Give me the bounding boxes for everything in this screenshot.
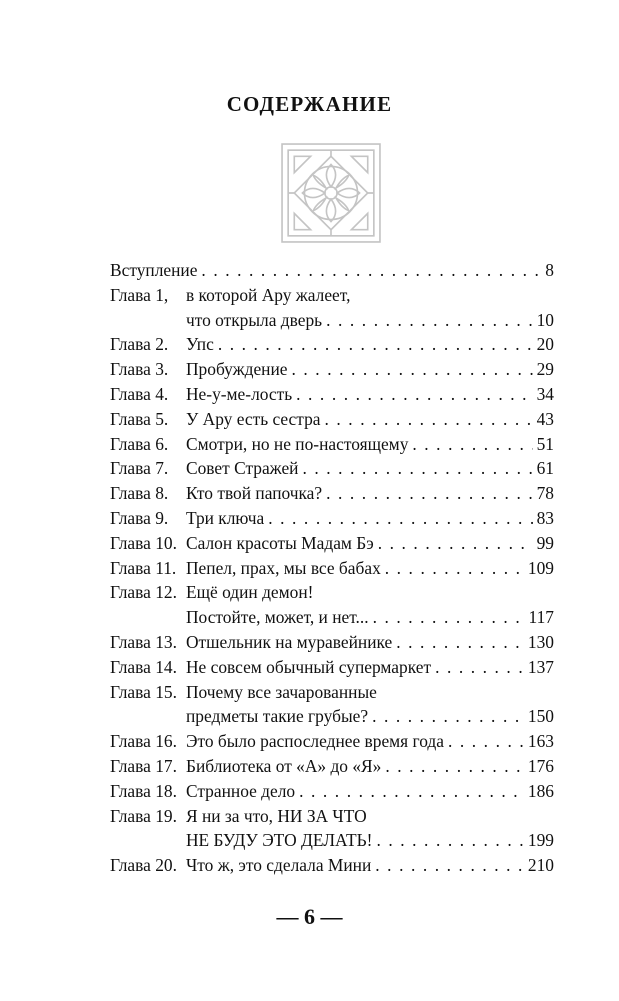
dot-leader	[372, 704, 524, 729]
toc-entry	[110, 680, 554, 730]
chapter-label: Глава 4.	[110, 383, 169, 404]
toc-entry	[110, 382, 554, 407]
chapter-label: Глава 3.	[110, 359, 169, 380]
chapter-label: Глава 8.	[110, 483, 169, 504]
toc-entry	[110, 407, 554, 432]
chapter-title: Упс	[186, 334, 214, 355]
chapter-label: Глава 1,	[110, 284, 169, 305]
page-ref: 51	[536, 433, 554, 454]
page-ref: 61	[536, 458, 554, 479]
dot-leader	[296, 382, 532, 407]
dot-leader	[218, 332, 533, 357]
toc-entry	[110, 456, 554, 481]
chapter-title: Странное дело	[186, 780, 296, 801]
page-ref: 186	[527, 780, 554, 801]
toc-entry	[110, 283, 554, 333]
toc-entry	[110, 357, 554, 382]
dot-leader	[299, 779, 524, 804]
chapter-label: Глава 14.	[110, 656, 177, 677]
dot-leader	[375, 853, 524, 878]
toc-entry	[110, 258, 554, 283]
dot-leader	[302, 456, 532, 481]
toc-entry	[110, 432, 554, 457]
page-ref: 150	[527, 706, 554, 727]
chapter-title: Пробуждение	[186, 359, 288, 380]
chapter-title: Не-у-ме-лость	[186, 383, 293, 404]
dot-leader	[412, 432, 532, 457]
page-ref: 176	[527, 755, 554, 776]
chapter-title: предметы такие грубые?	[186, 706, 369, 727]
page-ref: 78	[536, 483, 554, 504]
chapter-title: Отшельник на муравейнике	[186, 631, 393, 652]
toc-entry	[110, 729, 554, 754]
toc-entry	[110, 630, 554, 655]
toc-entry	[110, 580, 554, 630]
dot-leader	[385, 754, 524, 779]
chapter-label: Глава 9.	[110, 507, 169, 528]
chapter-label: Глава 20.	[110, 855, 177, 876]
dot-leader	[292, 357, 533, 382]
chapter-label: Глава 11.	[110, 557, 177, 578]
dot-leader	[373, 605, 525, 630]
toc-entry	[110, 804, 554, 854]
dot-leader	[396, 630, 524, 655]
page-ref: 8	[545, 260, 554, 280]
chapter-title: Постойте, может, и нет...	[186, 607, 369, 628]
chapter-label: Глава 5.	[110, 408, 169, 429]
chapter-title-line: Я ни за что, НИ ЗА ЧТО	[186, 805, 367, 826]
page-number: — 6 —	[276, 904, 343, 929]
chapter-label: Глава 10.	[110, 532, 177, 553]
chapter-title: Что ж, это сделала Мини	[186, 855, 372, 876]
toc-entry	[110, 779, 554, 804]
chapter-label: Глава 17.	[110, 755, 177, 776]
chapter-title: что открыла дверь	[186, 309, 323, 330]
chapter-title: НЕ БУДУ ЭТО ДЕЛАТЬ!	[186, 830, 373, 851]
chapter-title-line: Почему все зачарованные	[186, 681, 377, 702]
chapter-title: У Ару есть сестра	[186, 408, 321, 429]
chapter-title: Пепел, прах, мы все бабах	[186, 557, 381, 578]
page-ref: 83	[536, 507, 554, 528]
chapter-label: Глава 6.	[110, 433, 169, 454]
dot-leader	[201, 258, 541, 283]
toc-entry	[110, 332, 554, 357]
dot-leader	[268, 506, 532, 531]
chapter-label: Глава 13.	[110, 631, 177, 652]
chapter-label: Глава 7.	[110, 458, 169, 479]
page-ref: 29	[536, 359, 554, 380]
toc-entry	[110, 531, 554, 556]
chapter-title-line: Ещё один демон!	[186, 582, 314, 603]
dot-leader	[378, 531, 533, 556]
dot-leader	[326, 481, 532, 506]
page-ref: 99	[536, 532, 554, 553]
toc-entry	[110, 556, 554, 581]
page-ref: 130	[527, 631, 554, 652]
chapter-title: Библиотека от «А» до «Я»	[186, 755, 382, 776]
chapter-title: Вступление	[110, 260, 198, 280]
chapter-title: Кто твой папочка?	[186, 483, 323, 504]
toc-entry	[110, 655, 554, 680]
page-ref: 210	[527, 855, 554, 876]
page-ref: 137	[527, 656, 554, 677]
chapter-title-line: в которой Ару жалеет,	[186, 284, 351, 305]
dot-leader	[325, 407, 533, 432]
chapter-label: Глава 15.	[110, 681, 177, 702]
table-of-contents	[110, 258, 554, 878]
dot-leader	[435, 655, 524, 680]
chapter-title: Салон красоты Мадам Бэ	[186, 532, 374, 553]
chapter-label: Глава 19.	[110, 805, 177, 826]
page-ref: 117	[528, 607, 554, 628]
page-ref: 10	[536, 309, 554, 330]
toc-entry	[110, 481, 554, 506]
chapter-label: Глава 12.	[110, 582, 177, 603]
page-ref: 163	[527, 731, 554, 752]
chapter-title: Не совсем обычный супермаркет	[186, 656, 432, 677]
page-title: СОДЕРЖАНИЕ	[226, 92, 393, 116]
page-ref: 43	[536, 408, 554, 429]
dot-leader	[448, 729, 524, 754]
page-ref: 109	[527, 557, 554, 578]
chapter-title: Смотри, но не по-настоящему	[186, 433, 409, 454]
lotus-ornament-icon	[280, 142, 382, 244]
chapter-title: Совет Стражей	[186, 458, 299, 479]
chapter-title: Три ключа	[186, 507, 265, 528]
chapter-label: Глава 16.	[110, 731, 177, 752]
chapter-label: Глава 18.	[110, 780, 177, 801]
toc-entry	[110, 853, 554, 878]
chapter-label: Глава 2.	[110, 334, 169, 355]
chapter-title: Это было распоследнее время года	[186, 731, 444, 752]
dot-leader	[376, 828, 523, 853]
dot-leader	[326, 308, 533, 333]
page-ref: 34	[536, 383, 554, 404]
page-ref: 20	[536, 334, 554, 355]
page-ref: 199	[527, 830, 554, 851]
toc-entry	[110, 506, 554, 531]
toc-entry	[110, 754, 554, 779]
dot-leader	[385, 556, 524, 581]
